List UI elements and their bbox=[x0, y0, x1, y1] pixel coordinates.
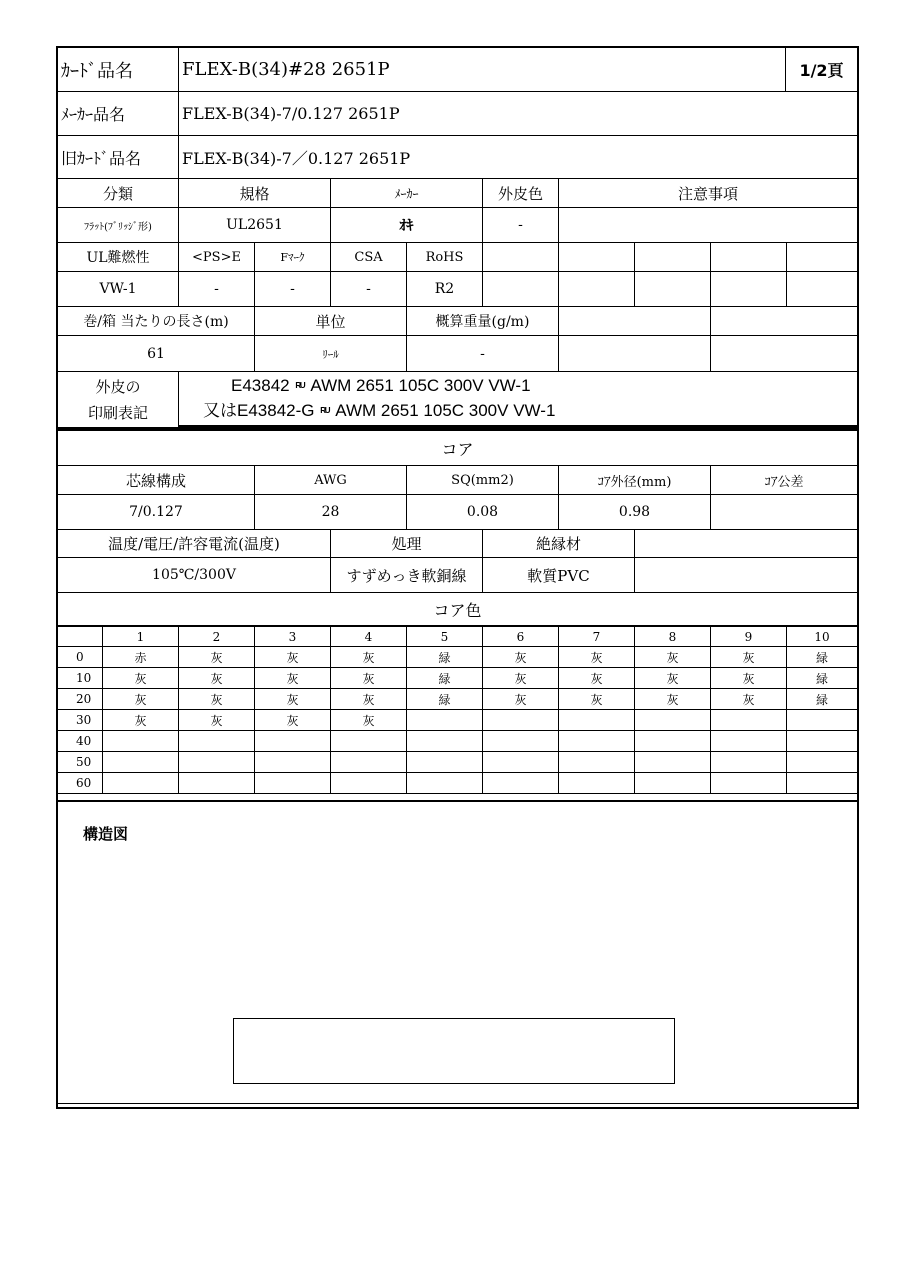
color-cell bbox=[483, 773, 559, 794]
maker-value: ｵｷ bbox=[331, 208, 483, 243]
treatment-value: すずめっき軟銅線 bbox=[331, 558, 483, 593]
insulation-header: 絶縁材 bbox=[483, 530, 635, 558]
color-cell: 赤 bbox=[103, 647, 179, 668]
color-cell bbox=[711, 710, 787, 731]
color-cell bbox=[179, 731, 255, 752]
color-cell: 灰 bbox=[559, 668, 635, 689]
csa-value: - bbox=[331, 272, 407, 307]
color-cell bbox=[179, 752, 255, 773]
color-cell bbox=[407, 731, 483, 752]
color-cell: 灰 bbox=[255, 689, 331, 710]
color-cell bbox=[787, 710, 857, 731]
rating-header: 温度/電圧/許容電流(温度) bbox=[58, 530, 331, 558]
ul-recognized-mark: ᴿᵁ bbox=[295, 379, 305, 394]
rating-value: 105℃/300V bbox=[58, 558, 331, 593]
color-grid-corner bbox=[58, 627, 103, 647]
color-cell: 灰 bbox=[331, 710, 407, 731]
print-text bbox=[179, 372, 857, 428]
spec2-empty-value bbox=[559, 272, 635, 307]
color-cell bbox=[331, 752, 407, 773]
color-cell: 灰 bbox=[559, 647, 635, 668]
spec2-empty-header bbox=[787, 243, 857, 272]
color-cell: 灰 bbox=[255, 668, 331, 689]
color-cell bbox=[483, 752, 559, 773]
sq-header: SQ(mm2) bbox=[407, 466, 559, 495]
color-cell bbox=[255, 731, 331, 752]
color-row-label: 30 bbox=[58, 710, 103, 731]
spec3-empty-value bbox=[711, 336, 857, 372]
color-column-header: 9 bbox=[711, 627, 787, 647]
length-value: 61 bbox=[58, 336, 255, 372]
unit-value: ﾘｰﾙ bbox=[255, 336, 407, 372]
core-od-value: 0.98 bbox=[559, 495, 711, 530]
color-cell: 灰 bbox=[483, 647, 559, 668]
color-cell: 灰 bbox=[483, 689, 559, 710]
color-cell: 灰 bbox=[331, 647, 407, 668]
conductor-value: 7/0.127 bbox=[58, 495, 255, 530]
conductor-header: 芯線構成 bbox=[58, 466, 255, 495]
color-cell bbox=[179, 773, 255, 794]
treatment-header: 処理 bbox=[331, 530, 483, 558]
color-column-header: 1 bbox=[103, 627, 179, 647]
color-cell bbox=[407, 773, 483, 794]
color-cell bbox=[103, 731, 179, 752]
color-cell bbox=[787, 752, 857, 773]
sheath-color-header: 外皮色 bbox=[483, 179, 559, 208]
color-cell bbox=[635, 773, 711, 794]
rohs-value: R2 bbox=[407, 272, 483, 307]
rohs-header: RoHS bbox=[407, 243, 483, 272]
sheath-color-value: - bbox=[483, 208, 559, 243]
color-cell: 灰 bbox=[179, 647, 255, 668]
color-cell: 緑 bbox=[407, 689, 483, 710]
color-cell: 灰 bbox=[255, 647, 331, 668]
print-label-line2: 印刷表記 bbox=[87, 403, 148, 422]
structure-title: 構造図 bbox=[83, 825, 129, 843]
core-od-header: ｺｱ外径(mm) bbox=[559, 466, 711, 495]
color-cell: 灰 bbox=[635, 689, 711, 710]
color-cell: 緑 bbox=[787, 689, 857, 710]
color-row-label: 10 bbox=[58, 668, 103, 689]
old-card-name-value: FLEX-B(34)-7／0.127 2651P bbox=[179, 136, 857, 179]
color-cell: 緑 bbox=[407, 647, 483, 668]
color-cell: 灰 bbox=[331, 668, 407, 689]
color-cell: 灰 bbox=[179, 668, 255, 689]
color-cell bbox=[787, 731, 857, 752]
spec2-empty-value bbox=[635, 272, 711, 307]
weight-header: 概算重量(g/m) bbox=[407, 307, 559, 336]
rating-empty-value bbox=[635, 558, 857, 593]
color-cell bbox=[711, 731, 787, 752]
color-cell: 灰 bbox=[483, 668, 559, 689]
color-cell: 緑 bbox=[787, 668, 857, 689]
color-cell: 灰 bbox=[635, 647, 711, 668]
color-cell bbox=[483, 731, 559, 752]
spec2-empty-header bbox=[635, 243, 711, 272]
old-card-name-label: 旧ｶｰﾄﾞ品名 bbox=[58, 136, 179, 179]
color-cell bbox=[711, 752, 787, 773]
color-cell bbox=[331, 731, 407, 752]
print-line-2-spec: AWM 2651 105C 300V VW-1 bbox=[335, 400, 556, 420]
color-column-header: 7 bbox=[559, 627, 635, 647]
color-cell bbox=[103, 773, 179, 794]
card-name-label: ｶｰﾄﾞ品名 bbox=[58, 48, 179, 92]
color-cell bbox=[331, 773, 407, 794]
ul-recognized-mark: ᴿᵁ bbox=[320, 404, 330, 419]
color-cell bbox=[255, 752, 331, 773]
notes-header: 注意事項 bbox=[559, 179, 857, 208]
category-header: 分類 bbox=[58, 179, 179, 208]
ul-flame-header: UL難燃性 bbox=[58, 243, 179, 272]
color-cell: 灰 bbox=[179, 689, 255, 710]
maker-name-value: FLEX-B(34)-7/0.127 2651P bbox=[179, 92, 857, 136]
color-cell bbox=[635, 710, 711, 731]
print-label-line1: 外皮の bbox=[95, 377, 141, 396]
color-cell: 灰 bbox=[103, 689, 179, 710]
pse-value: - bbox=[179, 272, 255, 307]
print-line-1 bbox=[179, 374, 531, 399]
color-column-header: 10 bbox=[787, 627, 857, 647]
color-cell bbox=[559, 773, 635, 794]
color-cell: 灰 bbox=[559, 689, 635, 710]
pse-header: <PS>E bbox=[179, 243, 255, 272]
color-column-header: 3 bbox=[255, 627, 331, 647]
spec3-empty-value bbox=[559, 336, 711, 372]
color-row-label: 50 bbox=[58, 752, 103, 773]
color-cell: 灰 bbox=[711, 668, 787, 689]
color-row-label: 20 bbox=[58, 689, 103, 710]
spec2-empty-header bbox=[711, 243, 787, 272]
insulation-value: 軟質PVC bbox=[483, 558, 635, 593]
color-row-label: 0 bbox=[58, 647, 103, 668]
color-cell: 灰 bbox=[711, 689, 787, 710]
awg-value: 28 bbox=[255, 495, 407, 530]
standard-header: 規格 bbox=[179, 179, 331, 208]
color-column-header: 8 bbox=[635, 627, 711, 647]
color-cell bbox=[407, 710, 483, 731]
spec2-empty-header bbox=[483, 243, 559, 272]
structure-diagram-box bbox=[233, 1018, 675, 1084]
color-column-header: 2 bbox=[179, 627, 255, 647]
unit-header: 単位 bbox=[255, 307, 407, 336]
category-value: ﾌﾗｯﾄ(ﾌﾞﾘｯｼﾞ形) bbox=[58, 208, 179, 243]
csa-header: CSA bbox=[331, 243, 407, 272]
notes-value bbox=[559, 208, 857, 243]
page-number: 1/2頁 bbox=[786, 48, 857, 92]
color-row-label: 60 bbox=[58, 773, 103, 794]
spec2-empty-header bbox=[559, 243, 635, 272]
color-cell bbox=[255, 773, 331, 794]
spec2-empty-value bbox=[787, 272, 857, 307]
sq-value: 0.08 bbox=[407, 495, 559, 530]
ul-flame-value: VW-1 bbox=[58, 272, 179, 307]
color-column-header: 6 bbox=[483, 627, 559, 647]
color-cell bbox=[635, 752, 711, 773]
color-row-label: 40 bbox=[58, 731, 103, 752]
color-cell bbox=[407, 752, 483, 773]
print-line-2-code: 又はE43842-G bbox=[203, 400, 315, 420]
weight-value: - bbox=[407, 336, 559, 372]
color-cell: 緑 bbox=[787, 647, 857, 668]
length-header: 巻/箱 当たりの長さ(m) bbox=[58, 307, 255, 336]
bottom-rule bbox=[58, 1103, 857, 1104]
color-cell bbox=[483, 710, 559, 731]
color-cell bbox=[559, 710, 635, 731]
color-cell: 灰 bbox=[103, 710, 179, 731]
spec3-empty-header bbox=[711, 307, 857, 336]
rating-empty-header bbox=[635, 530, 857, 558]
core-tolerance-header: ｺｱ公差 bbox=[711, 466, 857, 495]
color-cell: 灰 bbox=[635, 668, 711, 689]
maker-name-label: ﾒｰｶｰ品名 bbox=[58, 92, 179, 136]
color-cell bbox=[635, 731, 711, 752]
f-mark-value: - bbox=[255, 272, 331, 307]
color-cell: 灰 bbox=[103, 668, 179, 689]
print-line-2 bbox=[179, 399, 555, 424]
color-column-header: 4 bbox=[331, 627, 407, 647]
section-divider bbox=[58, 800, 857, 802]
color-cell: 灰 bbox=[255, 710, 331, 731]
card-name-value: FLEX-B(34)#28 2651P bbox=[179, 48, 786, 92]
print-line-1-code: E43842 bbox=[231, 375, 290, 395]
core-section-title: コア bbox=[58, 431, 857, 466]
spec-sheet bbox=[56, 46, 859, 1109]
color-cell: 灰 bbox=[179, 710, 255, 731]
print-label bbox=[58, 372, 179, 428]
color-cell bbox=[787, 773, 857, 794]
f-mark-header: Fﾏｰｸ bbox=[255, 243, 331, 272]
color-cell bbox=[559, 731, 635, 752]
color-column-header: 5 bbox=[407, 627, 483, 647]
color-cell: 緑 bbox=[407, 668, 483, 689]
awg-header: AWG bbox=[255, 466, 407, 495]
color-cell: 灰 bbox=[711, 647, 787, 668]
color-cell bbox=[559, 752, 635, 773]
print-line-1-spec: AWM 2651 105C 300V VW-1 bbox=[310, 375, 531, 395]
spec2-empty-value bbox=[483, 272, 559, 307]
spec3-empty-header bbox=[559, 307, 711, 336]
maker-header: ﾒｰｶｰ bbox=[331, 179, 483, 208]
core-color-title: コア色 bbox=[58, 593, 857, 627]
color-cell bbox=[103, 752, 179, 773]
spec2-empty-value bbox=[711, 272, 787, 307]
color-cell: 灰 bbox=[331, 689, 407, 710]
color-cell bbox=[711, 773, 787, 794]
core-color-table bbox=[58, 627, 857, 801]
standard-value: UL2651 bbox=[179, 208, 331, 243]
core-tolerance-value bbox=[711, 495, 857, 530]
